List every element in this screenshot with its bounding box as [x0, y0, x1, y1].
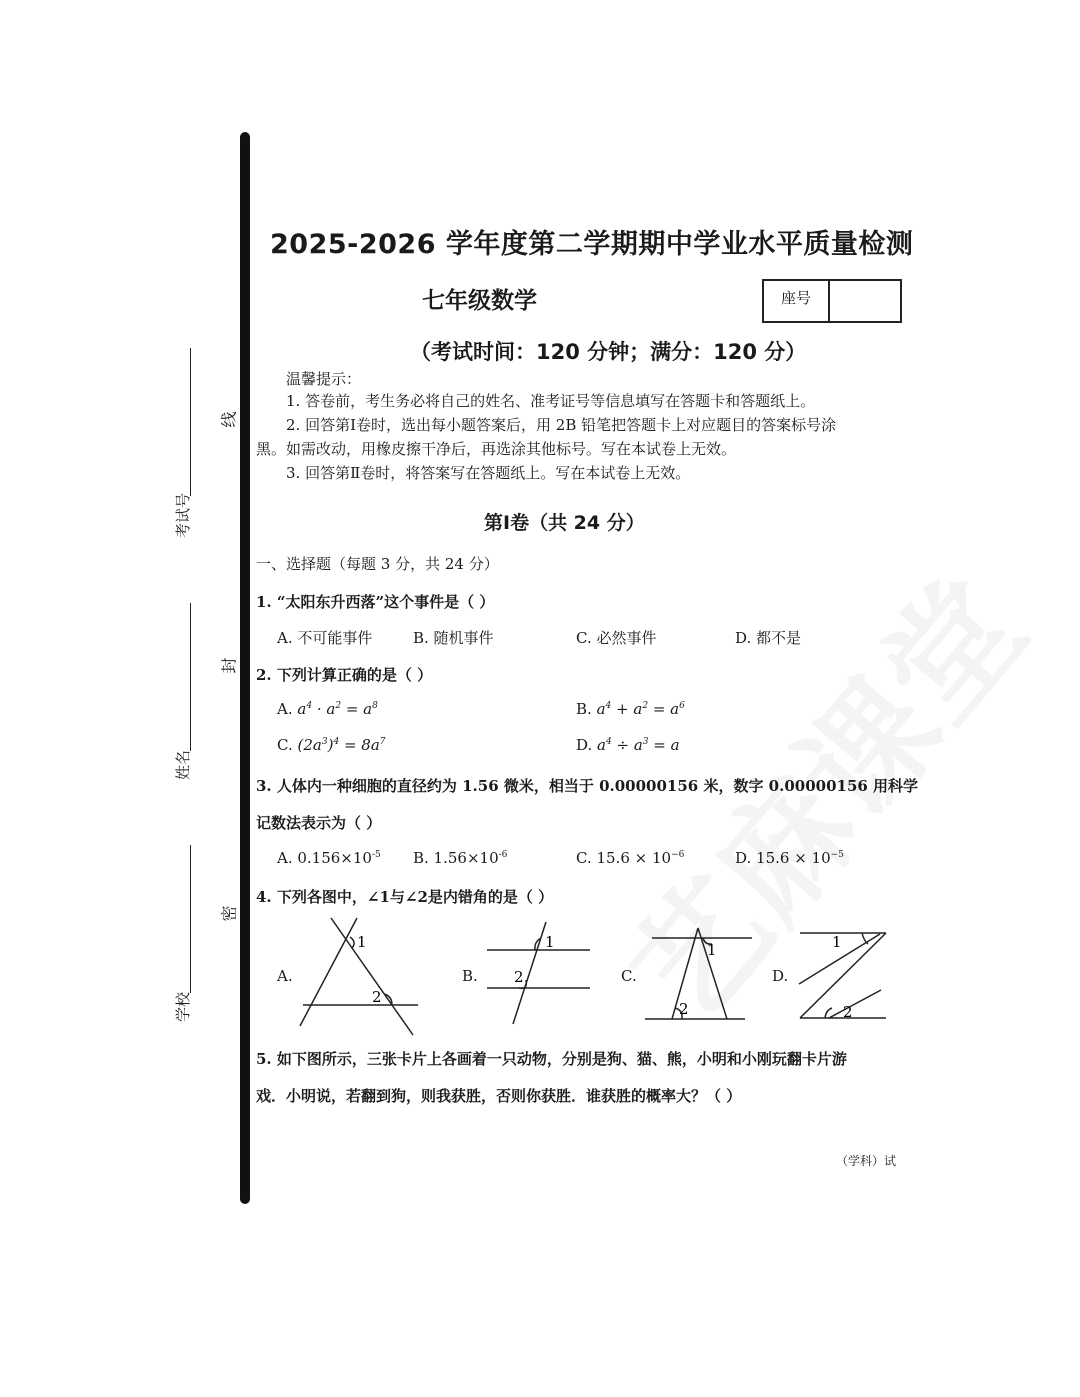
q2-b-exp2: 2	[642, 701, 649, 711]
q3-option-d	[735, 849, 844, 867]
q2-b-base: a	[596, 700, 606, 718]
q2-a-dot: · a	[312, 700, 336, 718]
q3-a-text: A. 0.156×10	[277, 849, 372, 867]
q2-option-b	[576, 700, 685, 718]
secret-char: 密	[219, 905, 239, 922]
q4-b-angle1: 1	[545, 933, 555, 951]
q2-c-eq: = 8a	[339, 736, 380, 754]
q3-d-exp: −5	[830, 850, 844, 860]
q2-d-exp2: 3	[642, 737, 649, 747]
q2-a-eq: = a	[341, 700, 373, 718]
q3-option-c	[576, 849, 684, 867]
q2-b-eq: = a	[648, 700, 680, 718]
q2-a-label: A.	[277, 700, 293, 718]
exam-no-line	[190, 348, 191, 496]
q2-c-left: (2a	[297, 736, 322, 754]
q4-a-angle1: 1	[357, 933, 367, 951]
q2-stem: 2. 下列计算正确的是（ ）	[256, 666, 433, 684]
q2-c-exp2: 4	[333, 737, 340, 747]
q2-a-base: a	[297, 700, 307, 718]
q4-d-angle2: 2	[843, 1003, 853, 1021]
seal-char: 封	[219, 657, 239, 674]
q4-label-a: A.	[277, 967, 293, 985]
tip-3: 3. 回答第Ⅱ卷时，将答案写在答题纸上。写在本试卷上无效。	[286, 464, 691, 482]
q3-b-exp: -6	[498, 850, 508, 860]
q2-d-exp1: 4	[606, 737, 612, 747]
q3-c-exp: −6	[671, 850, 685, 860]
q2-c-mid: )	[327, 736, 334, 754]
exam-info: （考试时间：120 分钟；满分：120 分）	[410, 340, 807, 364]
q1-option-d: D. 都不是	[735, 629, 802, 647]
q4-label-d: D.	[772, 967, 789, 985]
binding-bar	[240, 132, 250, 1204]
tip-2b: 黑。如需改动，用橡皮擦干净后，再选涂其他标号。写在本试卷上无效。	[256, 440, 737, 458]
q2-option-d	[576, 736, 680, 754]
q1-option-b: B. 随机事件	[413, 629, 494, 647]
page-footer: （学科）试	[836, 1154, 897, 1168]
q2-d-div: ÷ a	[611, 736, 643, 754]
q4-c-angle1: 1	[707, 941, 717, 959]
section-title: 第Ⅰ卷（共 24 分）	[484, 512, 645, 534]
q4-c-angle2: 2	[679, 1000, 689, 1018]
q3-c-text: C. 15.6 × 10	[576, 849, 672, 867]
line-char: 线	[219, 411, 239, 428]
q4-d-angle1: 1	[832, 933, 842, 951]
q4-figure-a	[300, 918, 418, 1035]
seat-number-box	[762, 279, 902, 323]
q4-label-b: B.	[462, 967, 478, 985]
q2-d-eq: = a	[648, 736, 680, 754]
q2-b-exp1: 4	[605, 701, 612, 711]
q4-a-angle2: 2	[372, 988, 382, 1006]
q3-stem-line1: 3. 人体内一种细胞的直径约为 1.56 微米，相当于 0.00000156 米，数字 0.00000156 用科学	[256, 777, 919, 795]
q2-a-exp3: 8	[372, 701, 378, 711]
part-title: 一、选择题（每题 3 分，共 24 分）	[256, 555, 499, 573]
school-line	[190, 845, 191, 993]
q3-d-text: D. 15.6 × 10	[735, 849, 831, 867]
q2-d-label: D.	[576, 736, 593, 754]
name-line	[190, 603, 191, 751]
q3-b-text: B. 1.56×10	[413, 849, 499, 867]
name-label: 姓名	[174, 749, 192, 780]
q2-b-plus: + a	[611, 700, 643, 718]
tip-2a: 2. 回答第Ⅰ卷时，选出每小题答案后，用 2B 铅笔把答题卡上对应题目的答案标号涂	[286, 416, 837, 434]
q2-a-exp2: 2	[335, 701, 342, 711]
q3-option-b	[413, 849, 507, 867]
q1-option-c: C. 必然事件	[576, 629, 657, 647]
q2-a-exp1: 4	[306, 701, 313, 711]
q2-c-exp3: 7	[379, 737, 386, 747]
q4-b-angle2: 2	[514, 968, 524, 986]
q2-c-label: C.	[277, 736, 293, 754]
q3-option-a	[277, 849, 381, 867]
q4-label-c: C.	[621, 967, 637, 985]
seat-label: 座号	[764, 281, 830, 321]
q1-stem: 1. “太阳东升西落”这个事件是（ ）	[256, 593, 495, 611]
q2-option-a	[277, 700, 378, 718]
q2-c-exp1: 3	[321, 737, 328, 747]
q5-stem-line2: 戏．小明说，若翻到狗，则我获胜，否则你获胜．谁获胜的概率大？（ ）	[256, 1087, 742, 1105]
q4-figure-b	[487, 922, 590, 1024]
exam-title: 2025-2026 学年度第二学期期中学业水平质量检测	[270, 229, 914, 260]
exam-no-label: 考试号	[174, 492, 192, 538]
q4-stem: 4. 下列各图中，∠1与∠2是内错角的是（ ）	[256, 888, 554, 906]
q1-option-a: A. 不可能事件	[277, 629, 373, 647]
q3-stem-line2: 记数法表示为（ ）	[256, 814, 382, 832]
exam-subtitle: 七年级数学	[422, 288, 537, 314]
tips-heading: 温馨提示：	[286, 370, 362, 388]
q2-b-label: B.	[576, 700, 592, 718]
q2-b-exp3: 6	[679, 701, 685, 711]
q5-stem-line1: 5. 如下图所示，三张卡片上各画着一只动物，分别是狗、猫、熊，小明和小刚玩翻卡片游	[256, 1050, 847, 1068]
school-label: 学校	[174, 991, 192, 1022]
q2-d-base: a	[597, 736, 606, 754]
q3-a-exp: -5	[371, 850, 381, 860]
tip-1: 1. 答卷前，考生务必将自己的姓名、准考证号等信息填写在答题卡和答题纸上。	[286, 392, 816, 410]
q2-option-c	[277, 736, 386, 754]
